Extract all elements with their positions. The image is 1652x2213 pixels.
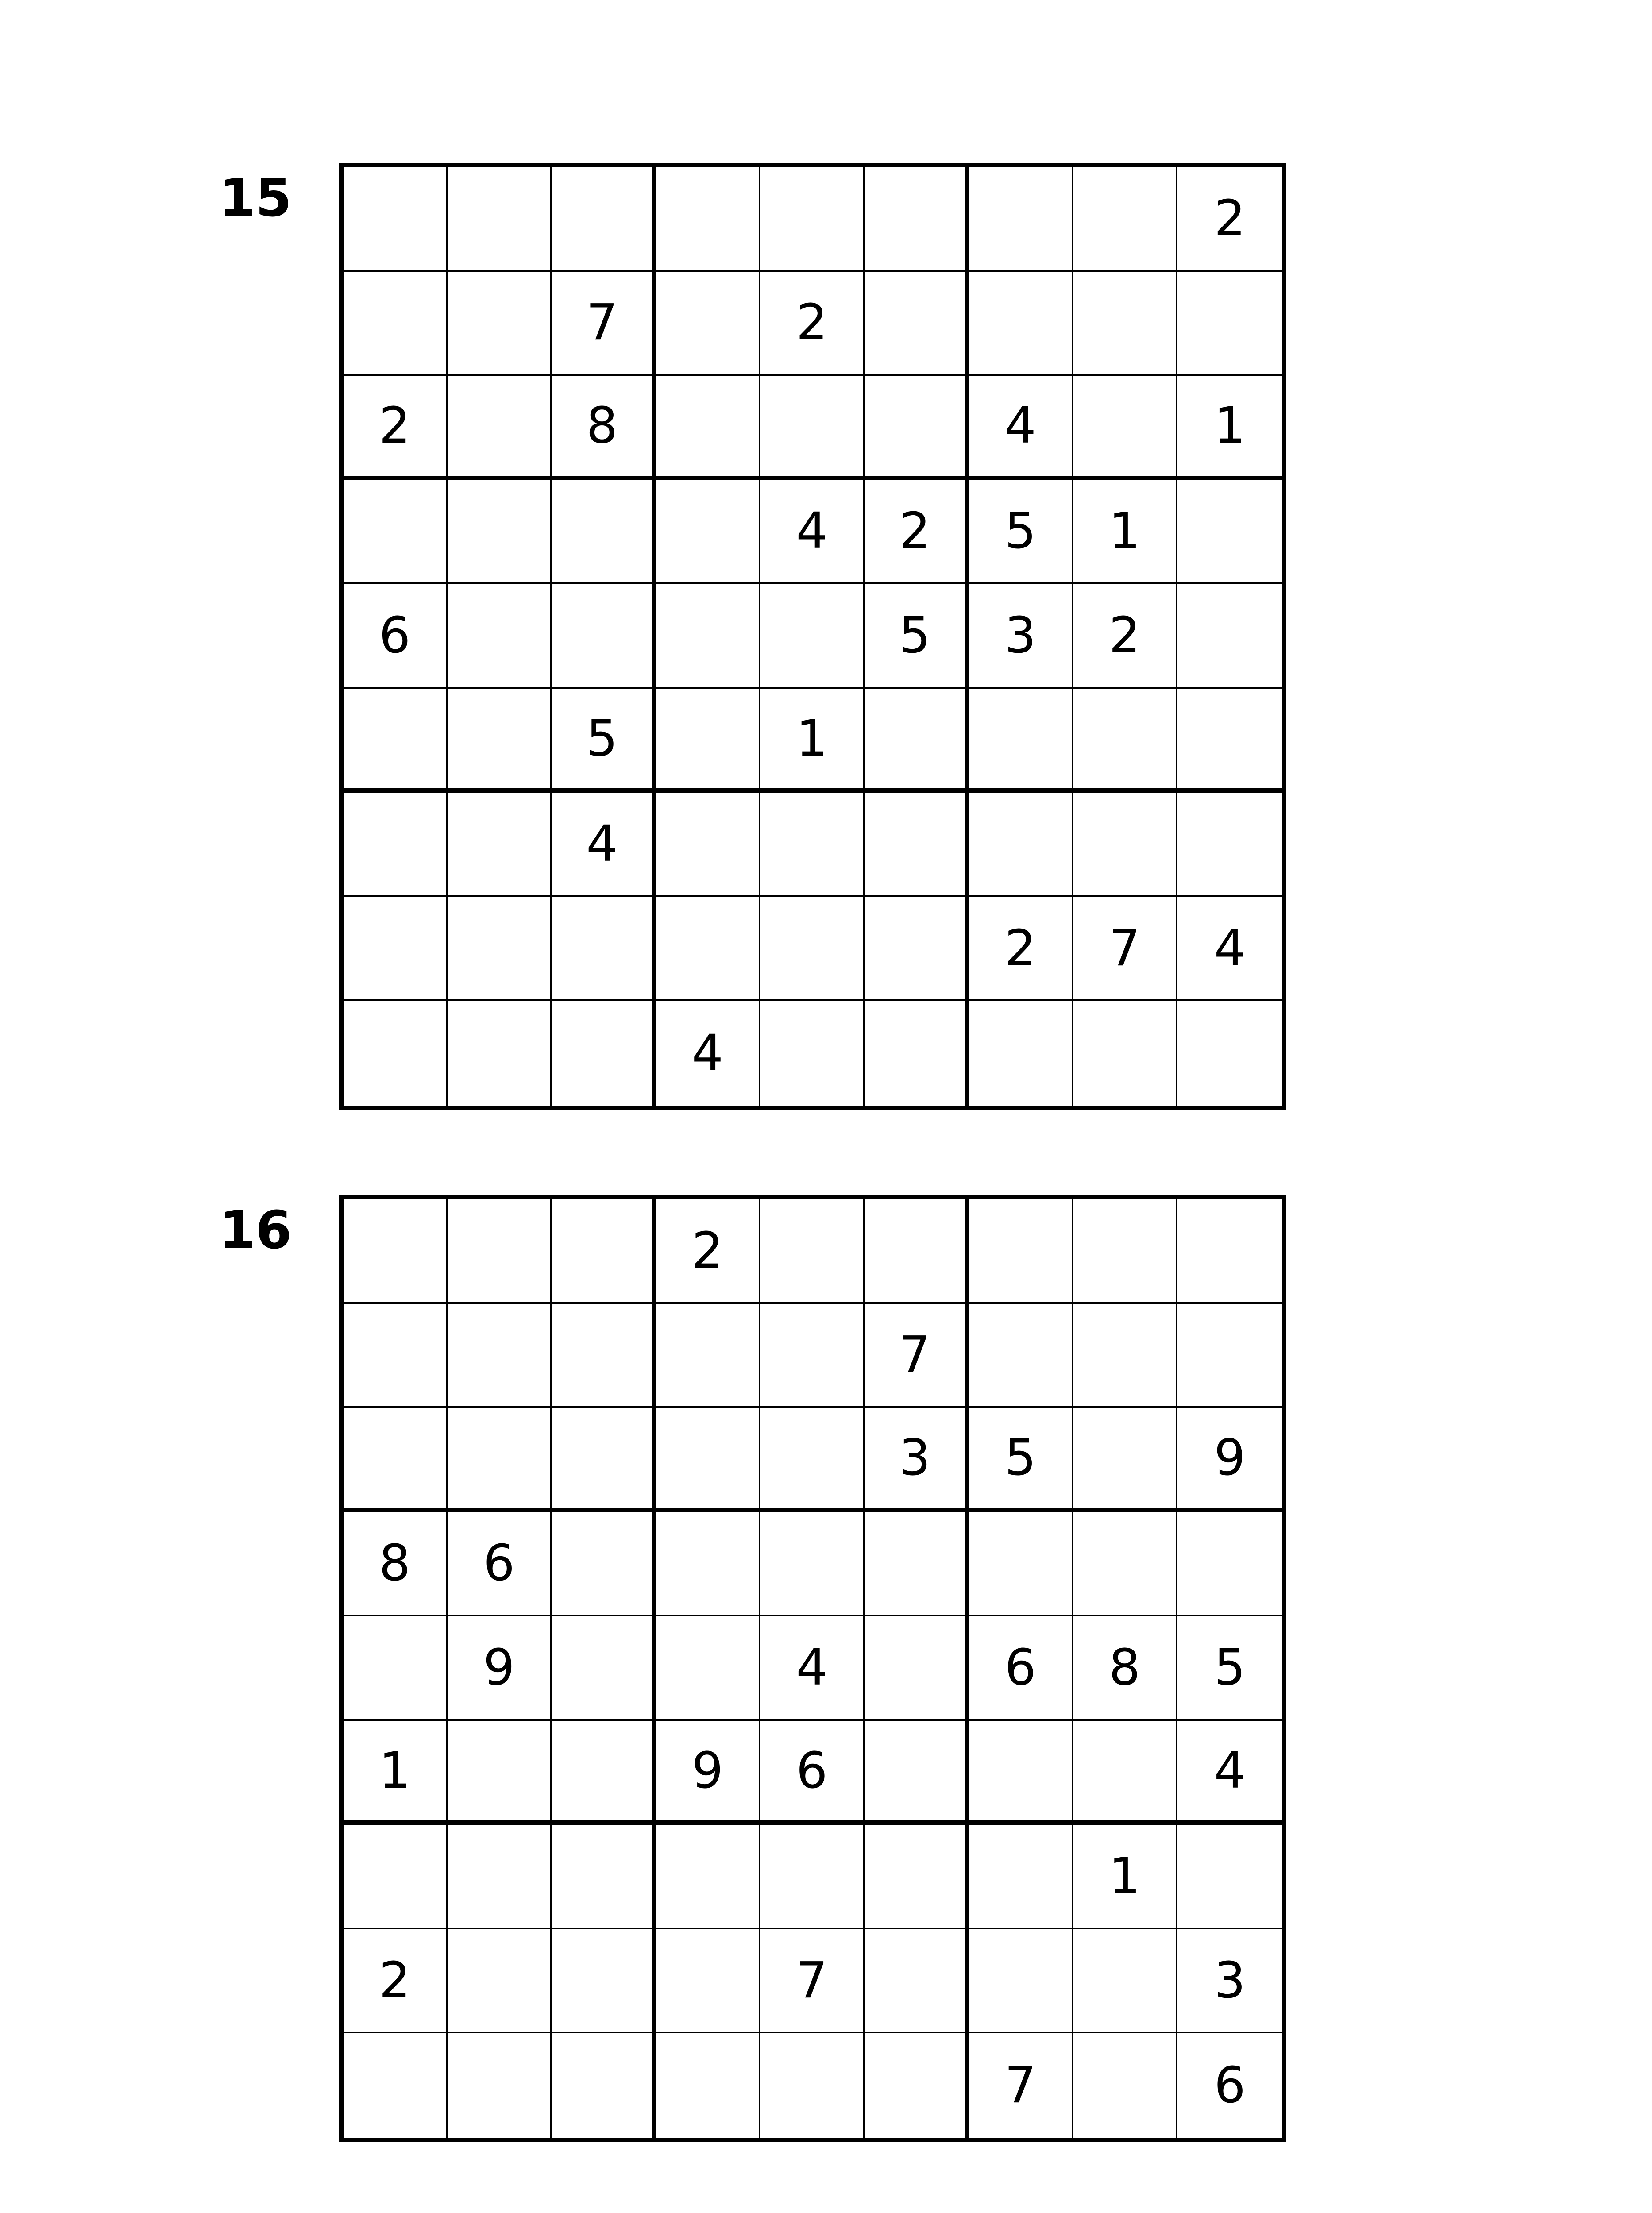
sudoku-cell-r7-c7 [969, 793, 1073, 897]
sudoku-cell-r7-c5 [760, 793, 865, 897]
sudoku-cell-r7-c1 [344, 793, 448, 897]
sudoku-cell-r1-c2 [448, 1199, 552, 1304]
sudoku-cell-r3-c3 [552, 1408, 656, 1512]
sudoku-cell-r9-c6 [865, 2033, 969, 2138]
sudoku-cell-r1-c5 [760, 1199, 865, 1304]
sudoku-cell-r8-c6 [865, 1929, 969, 2034]
sudoku-cell-r3-c6 [865, 376, 969, 480]
sudoku-cell-r8-c1: 2 [344, 1929, 448, 2034]
sudoku-grid [339, 163, 1286, 1110]
sudoku-cell-r1-c6 [865, 1199, 969, 1304]
sudoku-cell-r3-c4 [656, 376, 761, 480]
sudoku-cell-r8-c9: 4 [1177, 897, 1282, 1002]
sudoku-cell-r6-c1: 1 [344, 1721, 448, 1825]
sudoku-cell-r5-c7: 3 [969, 584, 1073, 689]
sudoku-cell-r6-c3 [552, 1721, 656, 1825]
sudoku-cell-r7-c1 [344, 1825, 448, 1929]
sudoku-cell-r7-c8 [1073, 793, 1178, 897]
sudoku-cell-r1-c9 [1177, 1199, 1282, 1304]
sudoku-cell-r2-c9 [1177, 1304, 1282, 1408]
sudoku-cell-r5-c6 [865, 1616, 969, 1721]
sudoku-cell-r8-c4 [656, 1929, 761, 2034]
sudoku-cell-r9-c8 [1073, 1001, 1178, 1106]
sudoku-cell-r3-c1: 2 [344, 376, 448, 480]
sudoku-cell-r4-c5 [760, 1512, 865, 1617]
sudoku-cell-r9-c3 [552, 1001, 656, 1106]
sudoku-cell-r8-c5 [760, 897, 865, 1002]
sudoku-cell-r6-c9 [1177, 689, 1282, 793]
sudoku-cell-r2-c5: 2 [760, 272, 865, 376]
sudoku-cell-r8-c4 [656, 897, 761, 1002]
sudoku-cell-r6-c8 [1073, 1721, 1178, 1825]
sudoku-cell-r8-c3 [552, 1929, 656, 2034]
sudoku-cell-r9-c4 [656, 2033, 761, 2138]
sudoku-cell-r4-c9 [1177, 1512, 1282, 1617]
sudoku-cell-r2-c8 [1073, 1304, 1178, 1408]
sudoku-cell-r4-c9 [1177, 480, 1282, 585]
sudoku-cell-r5-c9: 5 [1177, 1616, 1282, 1721]
sudoku-cell-r8-c5: 7 [760, 1929, 865, 2034]
sudoku-cell-r5-c7: 6 [969, 1616, 1073, 1721]
sudoku-cell-r1-c4 [656, 167, 761, 272]
sudoku-cell-r9-c7: 7 [969, 2033, 1073, 2138]
sudoku-cell-r8-c2 [448, 1929, 552, 2034]
sudoku-cell-r2-c4 [656, 272, 761, 376]
sudoku-cell-r3-c5 [760, 376, 865, 480]
sudoku-cell-r9-c5 [760, 1001, 865, 1106]
sudoku-cell-r2-c3 [552, 1304, 656, 1408]
sudoku-cell-r8-c1 [344, 897, 448, 1002]
sudoku-cell-r6-c6 [865, 689, 969, 793]
sudoku-cell-r2-c7 [969, 1304, 1073, 1408]
sudoku-cell-r9-c6 [865, 1001, 969, 1106]
sudoku-cell-r4-c4 [656, 480, 761, 585]
sudoku-cell-r5-c4 [656, 1616, 761, 1721]
sudoku-cell-r2-c3: 7 [552, 272, 656, 376]
sudoku-cell-r4-c6 [865, 1512, 969, 1617]
sudoku-cell-r8-c9: 3 [1177, 1929, 1282, 2034]
sudoku-cell-r1-c7 [969, 167, 1073, 272]
sudoku-cell-r7-c6 [865, 793, 969, 897]
sudoku-cell-r1-c5 [760, 167, 865, 272]
sudoku-cell-r9-c5 [760, 2033, 865, 2138]
sudoku-cell-r5-c8: 8 [1073, 1616, 1178, 1721]
sudoku-cell-r8-c8 [1073, 1929, 1178, 2034]
sudoku-cell-r6-c7 [969, 689, 1073, 793]
sudoku-cell-r4-c8 [1073, 1512, 1178, 1617]
sudoku-cell-r4-c7: 5 [969, 480, 1073, 585]
sudoku-cell-r7-c7 [969, 1825, 1073, 1929]
sudoku-puzzle-16 [0, 1195, 1652, 2142]
sudoku-cell-r7-c3 [552, 1825, 656, 1929]
sudoku-cell-r6-c1 [344, 689, 448, 793]
sudoku-cell-r9-c8 [1073, 2033, 1178, 2138]
sudoku-cell-r1-c1 [344, 1199, 448, 1304]
sudoku-cell-r4-c3 [552, 1512, 656, 1617]
sudoku-cell-r6-c8 [1073, 689, 1178, 793]
sudoku-cell-r5-c2: 9 [448, 1616, 552, 1721]
sudoku-cell-r7-c6 [865, 1825, 969, 1929]
sudoku-cell-r2-c1 [344, 272, 448, 376]
sudoku-cell-r1-c2 [448, 167, 552, 272]
sudoku-cell-r4-c2: 6 [448, 1512, 552, 1617]
sudoku-cell-r4-c2 [448, 480, 552, 585]
sudoku-cell-r2-c9 [1177, 272, 1282, 376]
sudoku-cell-r5-c9 [1177, 584, 1282, 689]
sudoku-cell-r7-c9 [1177, 1825, 1282, 1929]
sudoku-cell-r6-c3: 5 [552, 689, 656, 793]
sudoku-cell-r4-c1: 8 [344, 1512, 448, 1617]
sudoku-cell-r5-c4 [656, 584, 761, 689]
sudoku-cell-r9-c2 [448, 1001, 552, 1106]
sudoku-cell-r1-c3 [552, 1199, 656, 1304]
sudoku-cell-r9-c7 [969, 1001, 1073, 1106]
sudoku-cell-r9-c9: 6 [1214, 2057, 1246, 2115]
sudoku-cell-r9-c4: 4 [656, 1001, 761, 1106]
sudoku-cell-r3-c7: 5 [969, 1408, 1073, 1512]
sudoku-cell-r5-c2 [448, 584, 552, 689]
sudoku-cell-r1-c1 [344, 167, 448, 272]
sudoku-cell-r7-c5 [760, 1825, 865, 1929]
sudoku-cell-r6-c7 [969, 1721, 1073, 1825]
sudoku-cell-r4-c4 [656, 1512, 761, 1617]
sudoku-cell-r3-c7: 4 [969, 376, 1073, 480]
sudoku-cell-r8-c2 [448, 897, 552, 1002]
sudoku-cell-r5-c3 [552, 1616, 656, 1721]
sudoku-cell-r2-c4 [656, 1304, 761, 1408]
sudoku-cell-r2-c2 [448, 1304, 552, 1408]
sudoku-cell-r4-c5: 4 [760, 480, 865, 585]
sudoku-cell-r2-c1 [344, 1304, 448, 1408]
sudoku-cell-r3-c3: 8 [552, 376, 656, 480]
sudoku-cell-r3-c9: 1 [1177, 376, 1282, 480]
sudoku-cell-r6-c2 [448, 689, 552, 793]
sudoku-cell-r2-c5 [760, 1304, 865, 1408]
sudoku-cell-r7-c4 [656, 793, 761, 897]
sudoku-cell-r2-c7 [969, 272, 1073, 376]
sudoku-cell-r3-c1 [344, 1408, 448, 1512]
sudoku-cell-r2-c8 [1073, 272, 1178, 376]
sudoku-cell-r7-c4 [656, 1825, 761, 1929]
sudoku-cell-r1-c3 [552, 167, 656, 272]
puzzle-number: 16 [219, 1199, 292, 1261]
sudoku-cell-r4-c3 [552, 480, 656, 585]
sudoku-cell-r1-c6 [865, 167, 969, 272]
sudoku-cell-r6-c5: 1 [760, 689, 865, 793]
sudoku-cell-r8-c8: 7 [1073, 897, 1178, 1002]
sudoku-cell-r6-c9: 4 [1177, 1721, 1282, 1825]
sudoku-cell-r3-c2 [448, 1408, 552, 1512]
sudoku-cell-r5-c8: 2 [1073, 584, 1178, 689]
sudoku-cell-r9-c3 [552, 2033, 656, 2138]
sudoku-cell-r1-c7 [969, 1199, 1073, 1304]
sudoku-cell-r6-c4 [656, 689, 761, 793]
sudoku-cell-r8-c7: 2 [969, 897, 1073, 1002]
sudoku-cell-r1-c4: 2 [656, 1199, 761, 1304]
sudoku-cell-r7-c3: 4 [552, 793, 656, 897]
sudoku-cell-r4-c6: 2 [865, 480, 969, 585]
sudoku-cell-r2-c6 [865, 272, 969, 376]
sudoku-cell-r9-c9 [1177, 1001, 1282, 1106]
sudoku-cell-r1-c9: 2 [1177, 167, 1282, 272]
sudoku-cell-r8-c6 [865, 897, 969, 1002]
sudoku-cell-r1-c8 [1073, 167, 1178, 272]
sudoku-cell-r5-c3 [552, 584, 656, 689]
sudoku-cell-r7-c9 [1177, 793, 1282, 897]
sudoku-puzzle-15 [0, 163, 1652, 1110]
sudoku-cell-r5-c5: 4 [760, 1616, 865, 1721]
sudoku-cell-r3-c9: 9 [1177, 1408, 1282, 1512]
sudoku-cell-r4-c7 [969, 1512, 1073, 1617]
sudoku-cell-r4-c1 [344, 480, 448, 585]
sudoku-cell-r9-c1 [344, 2033, 448, 2138]
sudoku-cell-r6-c5: 6 [760, 1721, 865, 1825]
sudoku-cell-r6-c4: 9 [656, 1721, 761, 1825]
sudoku-cell-r3-c6: 3 [865, 1408, 969, 1512]
sudoku-cell-r3-c2 [448, 376, 552, 480]
puzzle-number: 15 [219, 167, 292, 228]
sudoku-cell-r5-c1 [344, 1616, 448, 1721]
sudoku-cell-r5-c5 [760, 584, 865, 689]
sudoku-cell-r5-c6: 5 [865, 584, 969, 689]
sudoku-cell-r7-c8: 1 [1073, 1825, 1178, 1929]
sudoku-cell-r3-c5 [760, 1408, 865, 1512]
sudoku-cell-r5-c1: 6 [344, 584, 448, 689]
sudoku-cell-r3-c8 [1073, 376, 1178, 480]
sudoku-cell-r3-c4 [656, 1408, 761, 1512]
sudoku-cell-r3-c8 [1073, 1408, 1178, 1512]
sudoku-cell-r9-c1 [344, 1001, 448, 1106]
sudoku-cell-r7-c2 [448, 793, 552, 897]
sudoku-cell-r4-c8: 1 [1073, 480, 1178, 585]
sudoku-cell-r2-c6: 7 [865, 1304, 969, 1408]
sudoku-cell-r6-c6 [865, 1721, 969, 1825]
sudoku-cell-r6-c2 [448, 1721, 552, 1825]
sudoku-cell-r9-c2 [448, 2033, 552, 2138]
sudoku-grid [339, 1195, 1286, 2142]
sudoku-cell-r7-c2 [448, 1825, 552, 1929]
sudoku-cell-r1-c8 [1073, 1199, 1178, 1304]
sudoku-cell-r8-c3 [552, 897, 656, 1002]
sudoku-cell-r2-c2 [448, 272, 552, 376]
sudoku-cell-r8-c7 [969, 1929, 1073, 2034]
